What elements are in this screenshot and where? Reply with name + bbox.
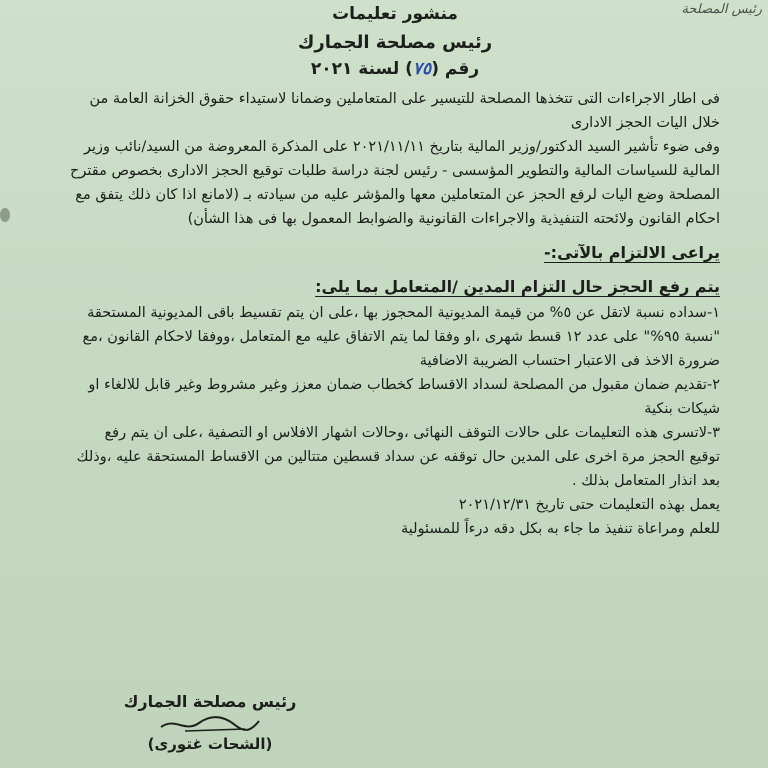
effective-date-line: يعمل بهذه التعليمات حتى تاريخ ٢٠٢١/١٢/٣١ [458,497,720,513]
circular-number-value: ٧٥ [412,59,432,79]
conditions-subheading: يتم رفع الحجز حال التزام المدين /المتعامل بما يلى: [315,277,720,296]
directive-heading: يراعى الالتزام بالآتى:- [544,243,720,262]
corner-handwritten-note: رئيس المصلحة [681,2,762,17]
closing-line: للعلم ومراعاة تنفيذ ما جاء به بكل دقه درءاً للمسئولية [401,521,720,537]
signatory-name: (الشحات غتورى) [147,735,273,753]
condition-item-3: ٣-لاتسرى هذه التعليمات على حالات التوقف النهائى ،وحالات اشهار الافلاس او التصفية ،على ان يتم رفع توقيع الحجز مرة اخرى على المدين حال توقفه عن سداد قسطين متتالين من الاقساط المستحقة عليه ،وذلك بعد انذار المتعامل بذلك . [76,425,720,489]
signature-title: رئيس مصلحة الجمارك [123,692,297,711]
condition-item-2: ٢-تقديم ضمان مقبول من المصلحة لسداد الاقساط كخطاب ضمان معزز وغير مشروط وغير قابل للالغاء او شيكات بنكية [88,377,720,417]
handwritten-signature-icon [155,713,265,735]
document-body [70,0,720,541]
circular-number [70,59,720,79]
number-suffix: ) لسنة ٢٠٢١ [310,59,413,79]
condition-item-1: ١-سداده نسبة لاتقل عن ٥% من قيمة المديونية المحجوز بها ،على ان يتم تقسيط باقى المديونية المستحقة "نسبة ٩٥%" على عدد ١٢ قسط شهرى ،او وفقا لما يتم الاتفاق عليه مع المتعامل ،ووفقا لاحكام القانون ،مع ضرورة الاخذ فى الاعتبار احتساب الضريبة الاضافية [82,305,720,369]
signature-block [110,692,310,753]
conditions-list [70,301,720,493]
intro-paragraph-1: فى اطار الاجراءات التى تتخذها المصلحة للتيسير على المتعاملين وضمانا لاستيداء حقوق الخزانة العامة من خلال اليات الحجز الادارى [89,91,720,131]
punch-hole [0,208,10,222]
intro-paragraph-2: وفى ضوء تأشير السيد الدكتور/وزير المالية بتاريخ ٢٠٢١/١١/١١ على المذكرة المعروضة من السيد/نائب وزير المالية للسياسات المالية والتطوير المؤسسى - رئيس لجنة دراسة طلبات توقيع الحجز الادارى بخصوص مقترح المصلحة وضع اليات لرفع الحجز عن المتعاملين معها والمؤشر عليه من سيادته بـ (لامانع اذا كان ذلك يتفق مع احكام القانون ولائحته التنفيذية والاجراءات القانونية والضوابط المعمول بها فى هذا الشأن) [70,139,720,227]
number-prefix: رقم ( [431,59,480,79]
issuer-title: رئيس مصلحة الجمارك [297,32,493,53]
document-title: منشور تعليمات [332,4,458,24]
